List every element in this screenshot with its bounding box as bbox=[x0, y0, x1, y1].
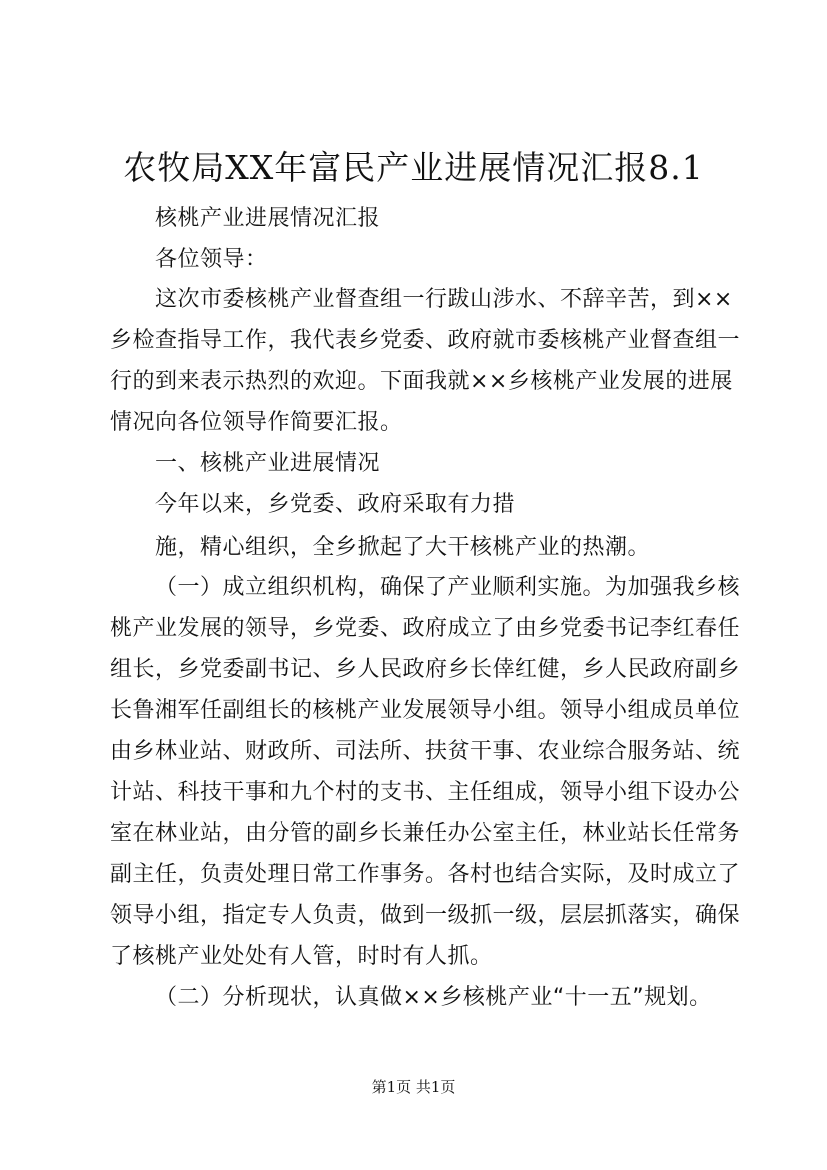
section-heading: 一、核桃产业进展情况 bbox=[155, 451, 381, 476]
paragraph-line: 今年以来，乡党委、政府采取有力措 bbox=[155, 492, 516, 517]
paragraph-line: 计站、科技干事和九个村的支书、主任组成，领导小组下设办公 bbox=[110, 780, 741, 805]
paragraph-line: （二）分析现状，认真做××乡核桃产业“十一五”规划。 bbox=[155, 985, 712, 1010]
paragraph-line: 了核桃产业处处有人管，时时有人抓。 bbox=[110, 944, 493, 969]
paragraph-line: 长鲁湘军任副组长的核桃产业发展领导小组。领导小组成员单位 bbox=[110, 698, 741, 723]
salutation-line: 各位领导： bbox=[155, 247, 268, 272]
subtitle-line: 核桃产业进展情况汇报 bbox=[155, 206, 381, 231]
paragraph-line: 组长，乡党委副书记、乡人民政府乡长倖红健，乡人民政府副乡 bbox=[110, 657, 741, 682]
paragraph-line: 行的到来表示热烈的欢迎。下面我就××乡核桃产业发展的进展 bbox=[110, 369, 733, 394]
document-title: 农牧局XX年富民产业进展情况汇报8.1 bbox=[123, 148, 704, 187]
paragraph-line: 领导小组，指定专人负责，做到一级抓一级，层层抓落实，确保 bbox=[110, 903, 741, 928]
paragraph-line: 桃产业发展的领导，乡党委、政府成立了由乡党委书记李红春任 bbox=[110, 616, 741, 641]
paragraph-line: （一）成立组织机构，确保了产业顺利实施。为加强我乡核 bbox=[155, 575, 741, 600]
paragraph-line: 由乡林业站、财政所、司法所、扶贫干事、农业综合服务站、统 bbox=[110, 739, 741, 764]
paragraph-line: 室在林业站，由分管的副乡长兼任办公室主任，林业站长任常务 bbox=[110, 821, 741, 846]
paragraph-line: 施，精心组织，全乡掀起了大干核桃产业的热潮。 bbox=[155, 535, 651, 560]
paragraph-line: 乡检查指导工作，我代表乡党委、政府就市委核桃产业督查组一 bbox=[110, 328, 741, 353]
page-number-footer: 第1页 共1页 bbox=[371, 1078, 456, 1096]
paragraph-line: 副主任，负责处理日常工作事务。各村也结合实际，及时成立了 bbox=[110, 862, 741, 887]
paragraph-line: 这次市委核桃产业督查组一行跋山涉水、不辞辛苦，到×× bbox=[155, 287, 733, 312]
paragraph-line: 情况向各位领导作简要汇报。 bbox=[110, 410, 403, 435]
